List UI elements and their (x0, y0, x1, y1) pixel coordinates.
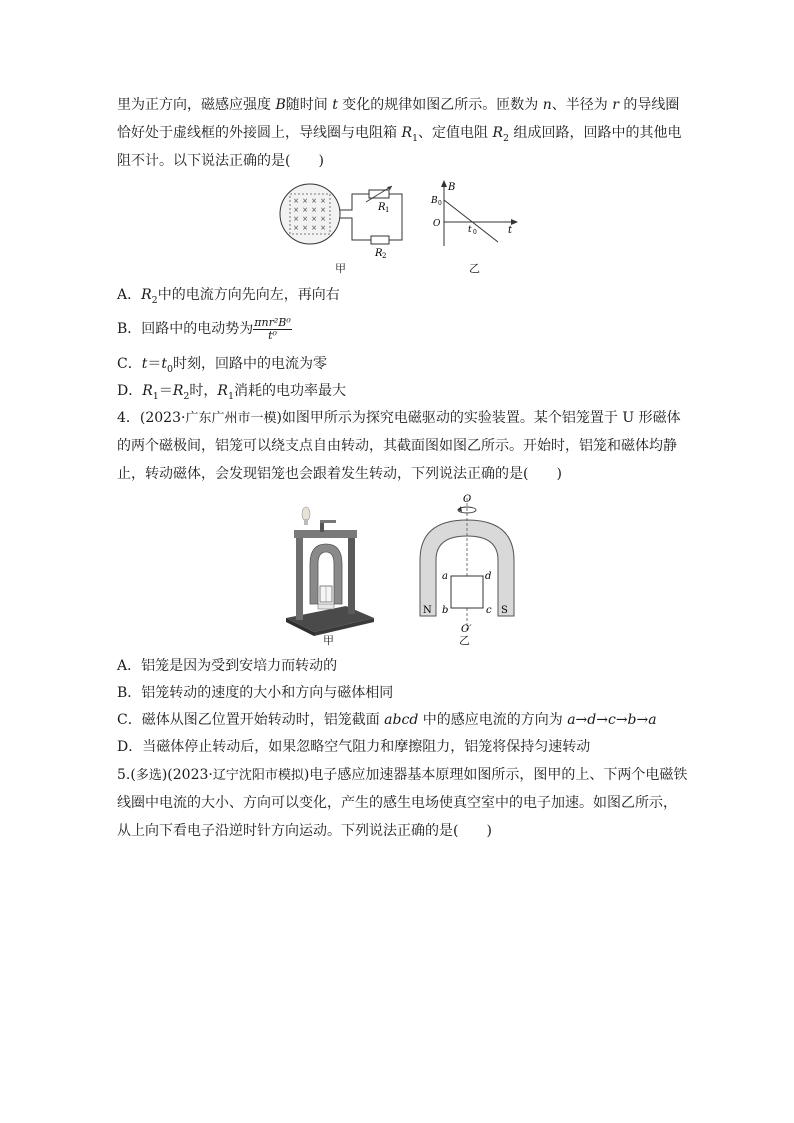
label-R2-sub: 2 (382, 252, 387, 260)
q3-figure-yi-caption: 乙 (469, 262, 480, 275)
corner-label-c: c (486, 605, 492, 616)
q4-figure-jia (282, 506, 378, 636)
symbol-B: B (275, 97, 286, 113)
cross-mark: × (320, 224, 326, 232)
q5-text-line-2: 线圈中电流的大小、方向可以变化，产生的感生电场使真空室中的电子加速。如图乙所示， (117, 795, 677, 811)
label-R1: R (378, 202, 386, 213)
corner-label-d: d (485, 571, 492, 582)
corner-label-a: a (442, 571, 448, 582)
symbol-t: t (332, 97, 338, 113)
cage-cross-section (412, 490, 522, 642)
b-t-line (444, 200, 498, 242)
q4-option-d: D．当磁体停止转动后，如果忽略空气阻力和摩擦阻力，铝笼将保持匀速转动 (117, 739, 591, 755)
q4-figure-yi-caption: 乙 (459, 634, 470, 647)
tick-label-t0-sub: 0 (473, 229, 477, 236)
cross-mark: × (293, 224, 299, 232)
cross-mark: × (311, 197, 317, 205)
label-R1-sub: 1 (385, 206, 390, 214)
cross-mark: × (293, 197, 299, 205)
symbol-r: r (612, 97, 619, 113)
label-R2: R (375, 248, 383, 259)
symbol-n: n (542, 97, 552, 113)
q4-figure-jia-caption: 甲 (323, 634, 334, 647)
q4-option-b: B．铝笼转动的速度的大小和方向与磁体相同 (117, 685, 394, 701)
origin-label: O (433, 219, 441, 229)
cross-mark: × (302, 197, 308, 205)
pole-label-S: S (501, 605, 508, 616)
cross-mark: × (311, 206, 317, 214)
q4-text-line-2: 的两个磁极间，铝笼可以绕支点自由转动，其截面图如图乙所示。开始时，铝笼和磁体均静 (117, 438, 677, 454)
cage-square (451, 576, 483, 608)
subscript: 1 (412, 132, 419, 144)
q5-text-line-1: 5.(多选)(2023·辽宁沈阳市模拟)电子感应加速器基本原理如图所示，图甲的上、下两个电磁铁 (117, 767, 688, 783)
emf-fraction: $\frac{\text{πnr²B⁰}}{\text{t⁰}}$ (254, 315, 291, 342)
q3-text: 里为正方向，磁感应强度 (117, 97, 276, 113)
subscript: 2 (503, 132, 510, 144)
resistor-r2 (371, 236, 389, 244)
corner-label-b: b (442, 605, 449, 616)
axis-label-B: B (448, 182, 456, 193)
pole-label-N: N (423, 605, 432, 616)
tick-label-t0: t (468, 225, 472, 235)
axis-point-O-prime: O′ (461, 624, 472, 635)
multi-select-tag: 多选 (135, 768, 162, 783)
cross-mark: × (302, 215, 308, 223)
q3-text-line-2 (117, 124, 682, 148)
q3-option-a: A．$R_2$中的电流方向先向左，再向右 (117, 287, 340, 306)
q3-text: 变化的规律如图乙所示。匝数为 (337, 97, 543, 113)
b-t-graph (428, 178, 524, 258)
electromagnetic-drive-apparatus (282, 506, 378, 636)
q3-text: 随时间 (285, 97, 333, 113)
q3-text: 组成回路，回路中的其他电 (509, 125, 682, 141)
q3-text-line-1 (117, 96, 679, 114)
symbol-R: R (492, 125, 504, 141)
q3-text-line-3: 阻不计。以下说法正确的是( ) (117, 153, 324, 169)
symbol-R: R (401, 125, 412, 141)
cross-mark: × (320, 215, 326, 223)
cross-mark: × (320, 206, 326, 214)
q4-text-line-1: 4．(2023·广东广州市一模)如图甲所示为探究电磁驱动的实验装置。某个铝笼置于 U 形磁体 (117, 410, 681, 426)
q3-option-d: D．$R_1=R_2$时，$R_1$消耗的电功率最大 (117, 383, 347, 402)
cross-mark: × (293, 215, 299, 223)
q3-option-b: B．回路中的电动势为 $\frac{\text{πnr²B⁰}}{\text{t⁰}}$ (117, 315, 291, 342)
cross-mark: × (320, 197, 326, 205)
axis-label-B0-sub: 0 (438, 200, 442, 207)
q4-option-c: C．磁体从图乙位置开始转动时，铝笼截面 abcd 中的感应电流的方向为 a→d→c→b→a (117, 712, 657, 728)
q3-figure-jia-caption: 甲 (335, 262, 346, 275)
source-tag: 广东广州市一模 (185, 411, 277, 426)
cross-mark: × (293, 206, 299, 214)
cross-mark: × (302, 224, 308, 232)
q3-text: 的导线圈 (618, 97, 680, 113)
q3-figure-yi (428, 178, 524, 258)
cross-mark: × (311, 224, 317, 232)
axis-point-O: O (463, 494, 472, 505)
q3-text: 、定值电阻 (418, 125, 493, 141)
cross-mark: × (302, 206, 308, 214)
q5-text-line-3: 从上向下看电子沿逆时针方向运动。下列说法正确的是( ) (117, 823, 492, 839)
axis-label-B0: B (431, 196, 438, 206)
q4-option-a: A．铝笼是因为受到安培力而转动的 (117, 658, 338, 674)
source-tag: 辽宁沈阳市模拟 (212, 768, 304, 783)
q4-text-line-3: 止，转动磁体，会发现铝笼也会跟着发生转动，下列说法正确的是( ) (117, 466, 562, 482)
q3-option-c: C．$t=t_0$时刻，回路中的电流为零 (117, 356, 328, 375)
cross-mark: × (311, 215, 317, 223)
q4-figure-yi (412, 490, 522, 642)
q3-text: 恰好处于虚线框的外接圆上，导线圈与电阻箱 (117, 125, 402, 141)
q3-text: 、半径为 (551, 97, 613, 113)
axis-label-t: t (508, 225, 513, 236)
